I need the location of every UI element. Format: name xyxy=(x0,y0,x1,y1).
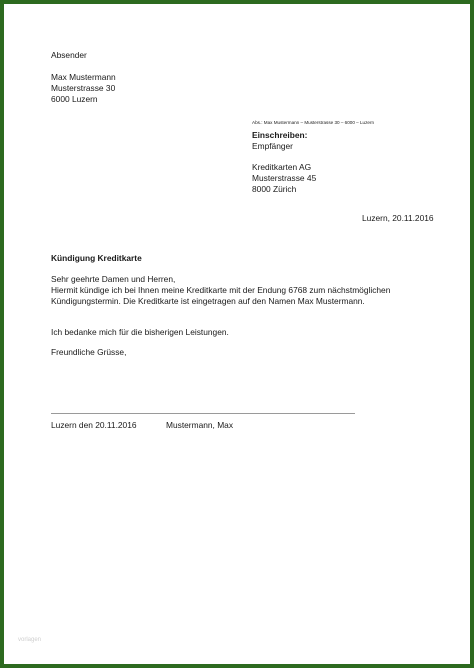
sender-city: 6000 Luzern xyxy=(51,94,98,104)
sender-heading: Absender xyxy=(51,50,87,60)
thanks-line: Ich bedanke mich für die bisherigen Leistungen. xyxy=(51,327,229,337)
return-address-line: Abs.: Max Mustermann – Musterstrasse 30 – 6000 – Luzern xyxy=(252,120,375,125)
body-line-2: Kündigungstermin. Die Kreditkarte ist eingetragen auf den Namen Max Mustermann. xyxy=(51,296,365,306)
sender-name: Max Mustermann xyxy=(51,72,116,82)
signature-rule xyxy=(51,413,355,414)
body-line-1: Hiermit kündige ich bei Ihnen meine Kreditkarte mit der Endung 6768 zum nächstmöglichen xyxy=(51,285,391,295)
salutation: Sehr geehrte Damen und Herren, xyxy=(51,274,176,284)
recipient-street: Musterstrasse 45 xyxy=(252,173,317,183)
watermark: vorlagen xyxy=(18,637,42,643)
recipient-label: Empfänger xyxy=(252,141,293,151)
place-date: Luzern, 20.11.2016 xyxy=(362,213,434,223)
signature-place-date: Luzern den 20.11.2016 xyxy=(51,420,137,430)
sender-street: Musterstrasse 30 xyxy=(51,83,116,93)
recipient-city: 8000 Zürich xyxy=(252,184,297,194)
delivery-method: Einschreiben: xyxy=(252,130,308,140)
subject-line: Kündigung Kreditkarte xyxy=(51,253,142,263)
recipient-company: Kreditkarten AG xyxy=(252,162,312,172)
closing-line: Freundliche Grüsse, xyxy=(51,347,127,357)
signature-name: Mustermann, Max xyxy=(166,420,234,430)
